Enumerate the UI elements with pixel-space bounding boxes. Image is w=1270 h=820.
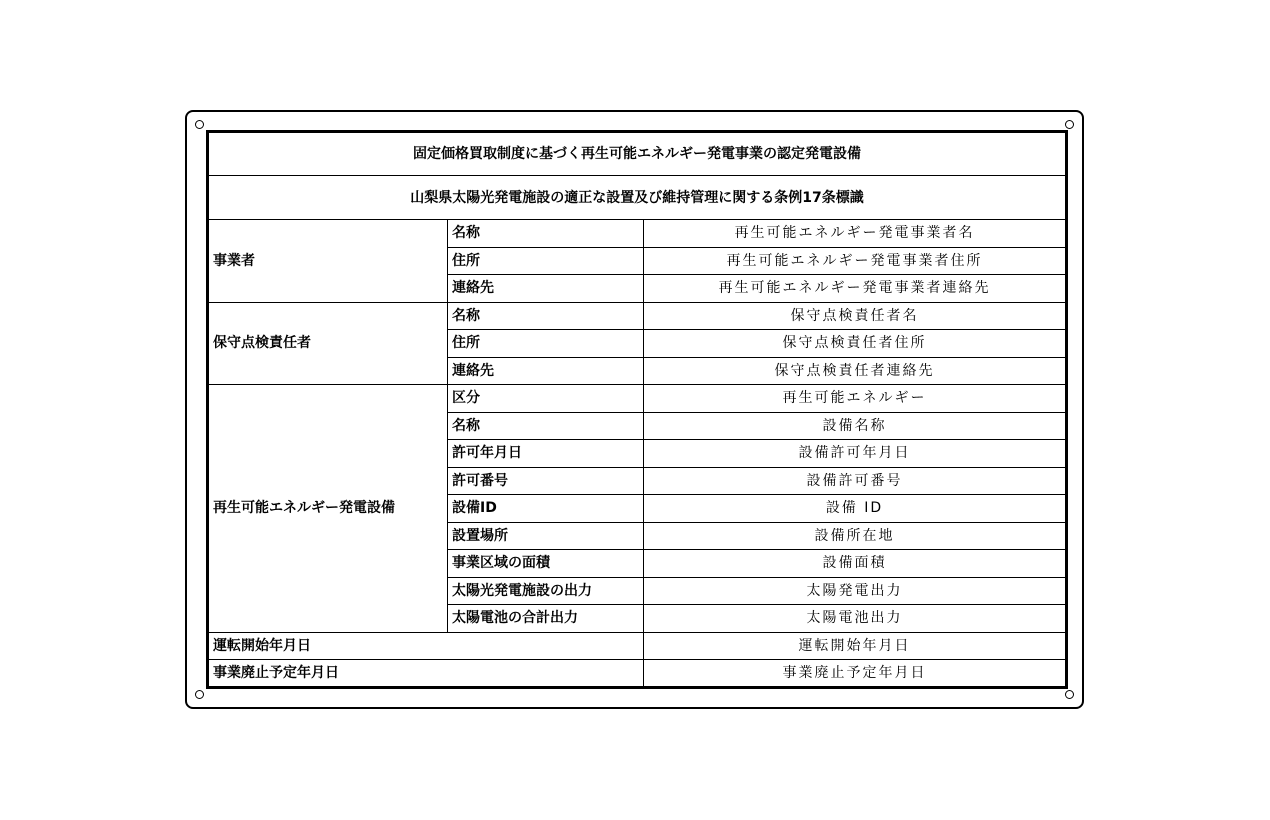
field-value: 保守点検責任者住所 xyxy=(644,330,1067,358)
operation-start-value: 運転開始年月日 xyxy=(644,632,1067,660)
table-row xyxy=(208,220,1067,248)
field-value: 設備面積 xyxy=(644,550,1067,578)
field-label: 太陽光発電施設の出力 xyxy=(448,577,644,605)
planned-closure-value: 事業廃止予定年月日 xyxy=(644,660,1067,688)
sign-table xyxy=(206,130,1068,689)
field-label: 太陽電池の合計出力 xyxy=(448,605,644,633)
field-label: 事業区域の面積 xyxy=(448,550,644,578)
field-value: 太陽発電出力 xyxy=(644,577,1067,605)
field-value: 設備所在地 xyxy=(644,522,1067,550)
field-label: 連絡先 xyxy=(448,275,644,303)
field-label: 許可番号 xyxy=(448,467,644,495)
field-label: 住所 xyxy=(448,330,644,358)
operation-start-label: 運転開始年月日 xyxy=(208,632,644,660)
field-value: 再生可能エネルギー xyxy=(644,385,1067,413)
table-row xyxy=(208,632,1067,660)
table-row xyxy=(208,385,1067,413)
mounting-hole-icon xyxy=(1065,120,1074,129)
sign-title-1: 固定価格買取制度に基づく再生可能エネルギー発電事業の認定発電設備 xyxy=(208,132,1067,176)
field-value: 太陽電池出力 xyxy=(644,605,1067,633)
field-value: 保守点検責任者名 xyxy=(644,302,1067,330)
planned-closure-label: 事業廃止予定年月日 xyxy=(208,660,644,688)
field-value: 設備 ID xyxy=(644,495,1067,523)
mounting-hole-icon xyxy=(195,120,204,129)
field-label: 連絡先 xyxy=(448,357,644,385)
group-label-facility: 再生可能エネルギー発電設備 xyxy=(208,385,448,633)
mounting-hole-icon xyxy=(195,690,204,699)
field-value: 再生可能エネルギー発電事業者連絡先 xyxy=(644,275,1067,303)
sign-title-2: 山梨県太陽光発電施設の適正な設置及び維持管理に関する条例17条標識 xyxy=(208,176,1067,220)
group-label-operator: 事業者 xyxy=(208,220,448,303)
field-value: 保守点検責任者連絡先 xyxy=(644,357,1067,385)
mounting-hole-icon xyxy=(1065,690,1074,699)
field-value: 再生可能エネルギー発電事業者名 xyxy=(644,220,1067,248)
field-value: 設備名称 xyxy=(644,412,1067,440)
field-value: 再生可能エネルギー発電事業者住所 xyxy=(644,247,1067,275)
field-label: 区分 xyxy=(448,385,644,413)
field-label: 設備ID xyxy=(448,495,644,523)
table-row xyxy=(208,302,1067,330)
field-label: 設置場所 xyxy=(448,522,644,550)
field-label: 名称 xyxy=(448,412,644,440)
field-label: 住所 xyxy=(448,247,644,275)
field-label: 許可年月日 xyxy=(448,440,644,468)
field-label: 名称 xyxy=(448,220,644,248)
field-value: 設備許可年月日 xyxy=(644,440,1067,468)
field-label: 名称 xyxy=(448,302,644,330)
field-value: 設備許可番号 xyxy=(644,467,1067,495)
group-label-maintenance: 保守点検責任者 xyxy=(208,302,448,385)
table-row xyxy=(208,660,1067,688)
